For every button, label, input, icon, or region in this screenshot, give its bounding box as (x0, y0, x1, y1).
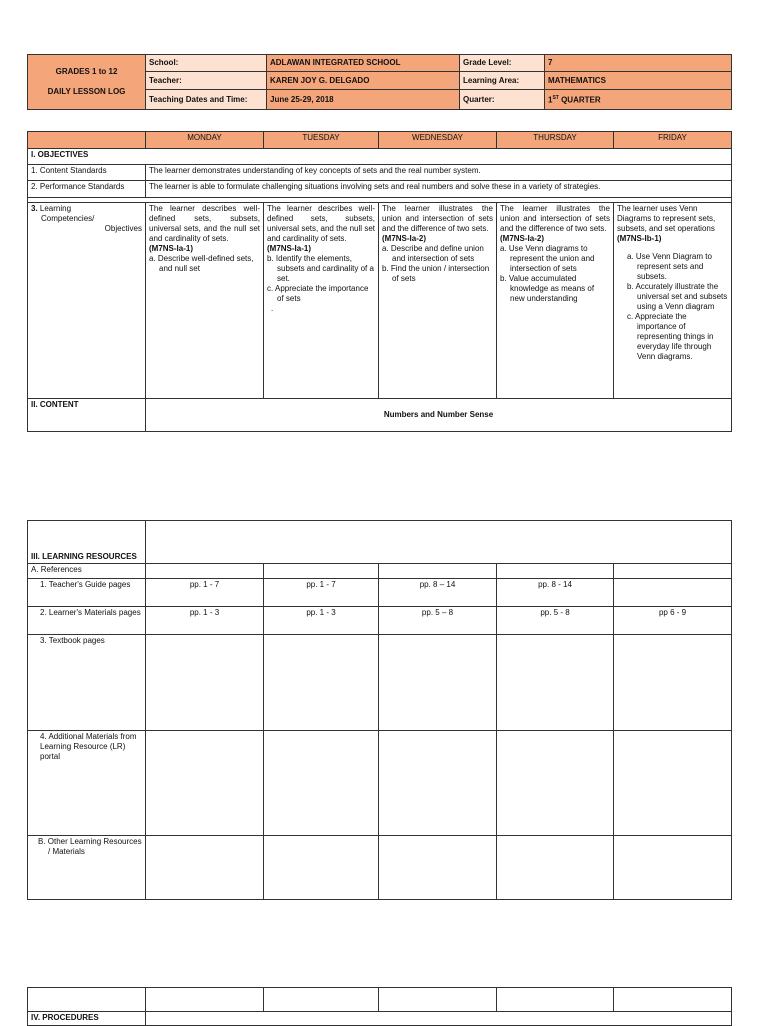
objectives-table (27, 131, 732, 432)
textbook-cell (146, 635, 264, 731)
dates-value: June 25-29, 2018 (267, 90, 460, 110)
teachers-guide-cell: pp. 1 - 7 (146, 579, 264, 607)
wednesday-code: (M7NS-Ia-2) (382, 234, 427, 243)
thursday-item: a. Use Venn diagrams to represent the union and intersection of sets (500, 244, 595, 273)
wednesday-item: b. Find the union / intersection of sets (382, 264, 490, 283)
procedures-cell (379, 988, 497, 1012)
friday-item: b. Accurately illustrate the universal set and subsets using a Venn diagram (627, 282, 728, 311)
resources-heading-blank (146, 521, 732, 564)
wednesday-item: a. Describe and define union and intersection of sets (382, 244, 484, 263)
references-cell (146, 564, 264, 579)
monday-objectives (146, 203, 264, 399)
learners-materials-cell: pp. 5 - 8 (497, 607, 614, 635)
other-cell (264, 836, 379, 900)
textbook-cell (264, 635, 379, 731)
quarter-sup: ST (552, 95, 559, 102)
textbook-cell (614, 635, 732, 731)
additional-cell (379, 731, 497, 836)
references-cell (264, 564, 379, 579)
other-cell (497, 836, 614, 900)
content-heading: II. CONTENT (28, 399, 146, 432)
procedures-cell (614, 988, 732, 1012)
competencies-label (28, 203, 146, 399)
textbook-cell (497, 635, 614, 731)
monday-text: The learner describes well-defined sets, subsets, universal sets, and the null set and cardinality of sets. (149, 204, 260, 243)
friday-item: c. Appreciate the importance of representing things in everyday life through Venn diagrams. (627, 312, 714, 361)
additional-materials-label: 4. Additional Materials from Learning Resource (LR) portal (28, 731, 146, 836)
teachers-guide-cell: pp. 8 – 14 (379, 579, 497, 607)
learners-materials-cell: pp 6 - 9 (614, 607, 732, 635)
tuesday-item: . (271, 304, 274, 313)
quarter-num: 1 (548, 95, 553, 105)
references-label: A. References (28, 564, 146, 579)
wednesday-text: The learner illustrates the union and intersection of sets and the difference of two sets. (382, 204, 493, 233)
friday-code: (M7NS-Ib-1) (617, 234, 662, 243)
day-header-tuesday: TUESDAY (264, 132, 379, 149)
tuesday-text: The learner describes well-defined sets, subsets, universal sets, and the null set and cardinality of sets. (267, 204, 375, 243)
grade-label: Grade Level: (460, 55, 545, 72)
day-header-wednesday: WEDNESDAY (379, 132, 497, 149)
learners-materials-cell: pp. 5 – 8 (379, 607, 497, 635)
teacher-label: Teacher: (146, 72, 267, 90)
grade-value: 7 (545, 55, 732, 72)
competencies-label1: Learning (39, 204, 72, 213)
procedures-blank (146, 1012, 732, 1026)
competencies-num: 3. (31, 204, 38, 213)
thursday-text: The learner illustrates the union and intersection of sets and the difference of two sets. (500, 204, 610, 233)
textbook-cell (379, 635, 497, 731)
title-line2: DAILY LESSON LOG (47, 87, 126, 96)
references-cell (379, 564, 497, 579)
learners-materials-cell: pp. 1 - 3 (264, 607, 379, 635)
learners-materials-label: 2. Learner's Materials pages (28, 607, 146, 635)
additional-cell (614, 731, 732, 836)
objectives-heading: I. OBJECTIVES (28, 149, 732, 165)
procedures-cell (146, 988, 264, 1012)
quarter-word: QUARTER (561, 95, 601, 105)
monday-item: a. Describe well-defined sets, and null set (149, 254, 254, 273)
monday-code: (M7NS-Ia-1) (149, 244, 194, 253)
school-label: School: (146, 55, 267, 72)
area-label: Learning Area: (460, 72, 545, 90)
procedures-table (27, 987, 732, 1026)
additional-cell (497, 731, 614, 836)
content-standards-text: The learner demonstrates understanding of key concepts of sets and the real number system. (146, 165, 732, 181)
friday-text: The learner uses Venn Diagrams to represent sets, subsets, and set operations (617, 204, 716, 233)
other-cell (146, 836, 264, 900)
tuesday-item: b. Identify the elements, subsets and cardinality of a set. (267, 254, 374, 283)
other-cell (379, 836, 497, 900)
competencies-label2: Competencies/ (41, 214, 95, 223)
teacher-value: KAREN JOY G. DELGADO (267, 72, 460, 90)
area-value: MATHEMATICS (545, 72, 732, 90)
tuesday-objectives (264, 203, 379, 399)
performance-standards-text: The learner is able to formulate challenging situations involving sets and real numbers and solve these in a variety of strategies. (146, 181, 732, 198)
textbook-label: 3. Textbook pages (28, 635, 146, 731)
procedures-cell (264, 988, 379, 1012)
lesson-log-title (28, 55, 146, 110)
quarter-label: Quarter: (460, 90, 545, 110)
teachers-guide-cell: pp. 1 - 7 (264, 579, 379, 607)
teachers-guide-cell: pp. 8 - 14 (497, 579, 614, 607)
procedures-cell (28, 988, 146, 1012)
quarter-value (545, 90, 732, 110)
references-cell (497, 564, 614, 579)
additional-cell (146, 731, 264, 836)
resources-table (27, 520, 732, 900)
tuesday-item: c. Appreciate the importance of sets (267, 284, 369, 303)
friday-item: a. Use Venn Diagram to represent sets and subsets. (627, 252, 712, 281)
teachers-guide-cell (614, 579, 732, 607)
teachers-guide-label: 1. Teacher's Guide pages (28, 579, 146, 607)
procedures-heading: IV. PROCEDURES (28, 1012, 146, 1026)
content-standards-label: 1. Content Standards (28, 165, 146, 181)
title-line1: GRADES 1 to 12 (55, 67, 118, 76)
learners-materials-cell: pp. 1 - 3 (146, 607, 264, 635)
header-table (27, 54, 732, 110)
school-value: ADLAWAN INTEGRATED SCHOOL (267, 55, 460, 72)
thursday-objectives (497, 203, 614, 399)
day-header-thursday: THURSDAY (497, 132, 614, 149)
resources-heading: III. LEARNING RESOURCES (28, 521, 146, 564)
thursday-code: (M7NS-Ia-2) (500, 234, 545, 243)
other-cell (614, 836, 732, 900)
day-header-monday: MONDAY (146, 132, 264, 149)
additional-cell (264, 731, 379, 836)
references-cell (614, 564, 732, 579)
other-resources-label: B. Other Learning Resources / Materials (28, 836, 146, 900)
procedures-cell (497, 988, 614, 1012)
day-header-friday: FRIDAY (614, 132, 732, 149)
tuesday-code: (M7NS-Ia-1) (267, 244, 312, 253)
day-header-blank (28, 132, 146, 149)
competencies-label3: Objectives (104, 224, 142, 233)
thursday-item: b. Value accumulated knowledge as means of new understanding (500, 274, 595, 303)
wednesday-objectives (379, 203, 497, 399)
dates-label: Teaching Dates and Time: (146, 90, 267, 110)
performance-standards-label: 2. Performance Standards (28, 181, 146, 198)
content-value: Numbers and Number Sense (146, 399, 732, 432)
friday-objectives (614, 203, 732, 399)
